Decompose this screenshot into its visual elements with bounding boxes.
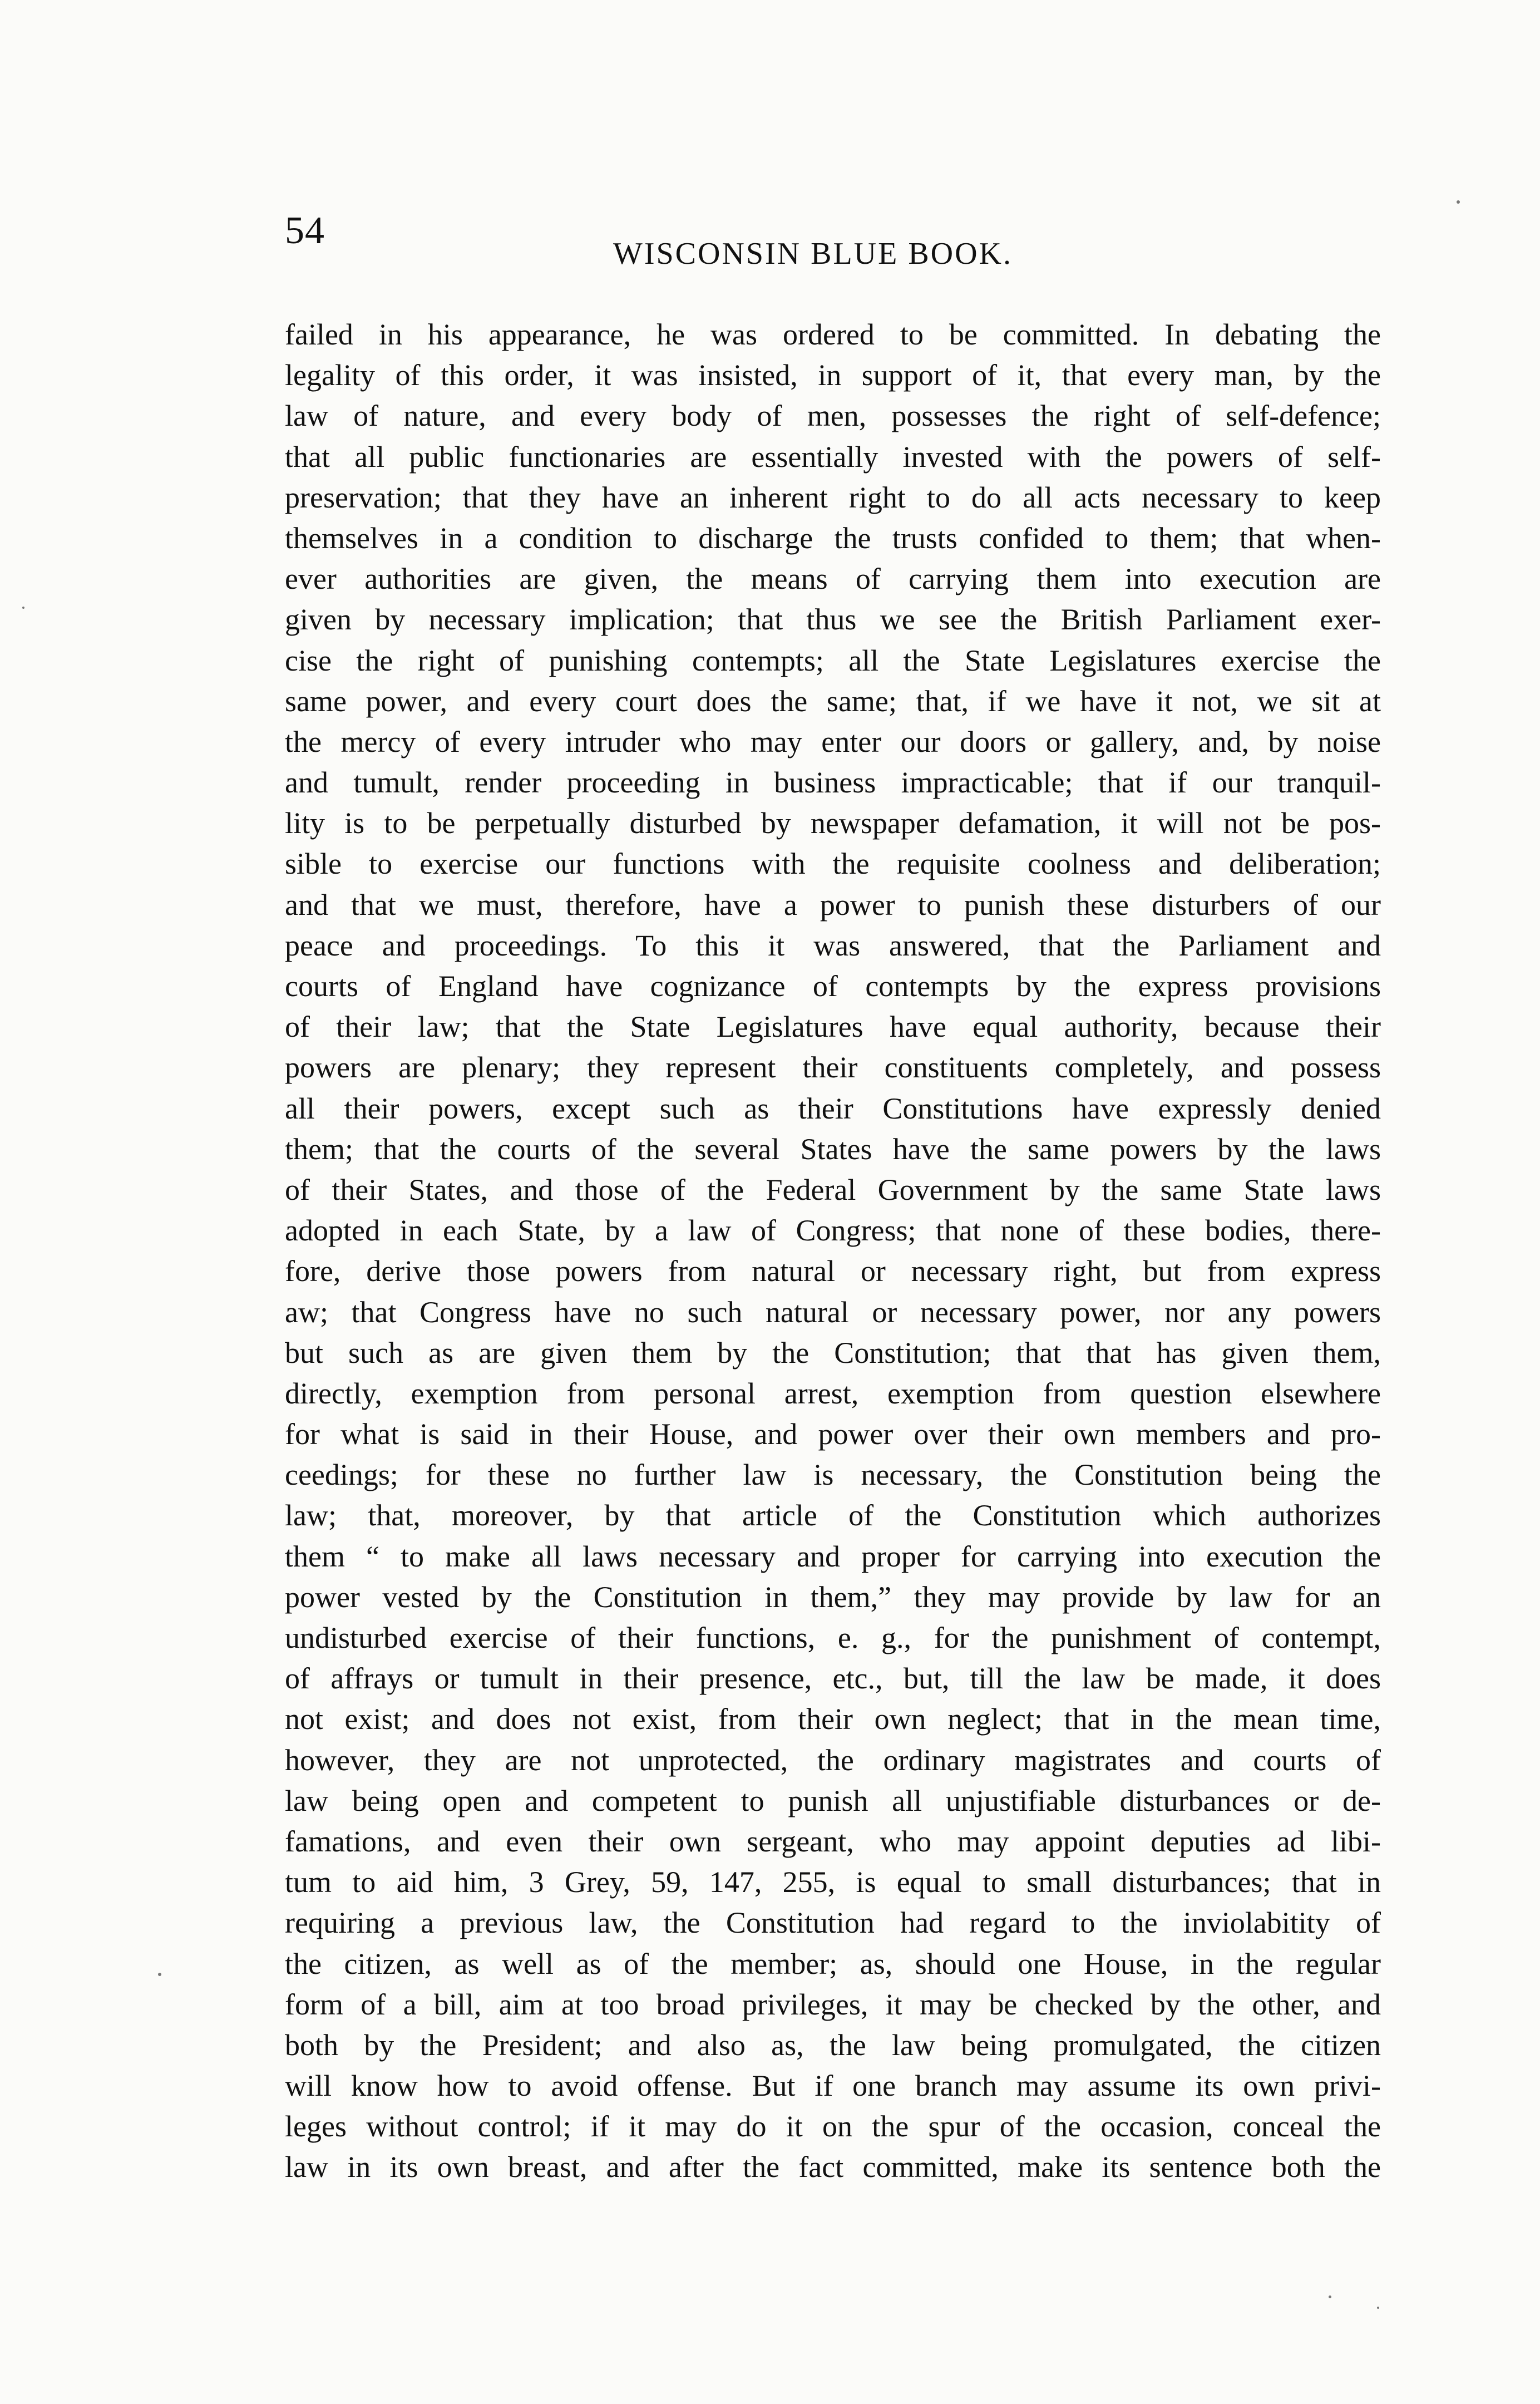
text-line: failed in his appearance, he was ordered to be committed. In debating the xyxy=(285,318,1381,351)
text-line: will know how to avoid offense. But if one branch may assume its own privi- xyxy=(285,2069,1381,2103)
text-line: given by necessary implication; that thus we see the British Parliament exer- xyxy=(285,603,1381,637)
text-line: themselves in a condition to discharge the trusts confided to them; that when- xyxy=(285,521,1381,555)
text-line: adopted in each State, by a law of Congress; that none of these bodies, there- xyxy=(285,1214,1381,1248)
paper-speck xyxy=(22,607,24,609)
text-line: that all public functionaries are essentially invested with the powers of self- xyxy=(285,440,1381,474)
text-line: but such as are given them by the Constitution; that that has given them, xyxy=(285,1336,1381,1370)
text-line: form of a bill, aim at too broad privileges, it may be checked by the other, and xyxy=(285,1987,1381,2021)
text-line: directly, exemption from personal arrest, exemption from question elsewhere xyxy=(285,1376,1381,1410)
text-line: sible to exercise our functions with the requisite coolness and deliberation; xyxy=(285,847,1381,881)
text-line: aw; that Congress have no such natural or necessary power, nor any powers xyxy=(285,1295,1381,1329)
text-line: law being open and competent to punish all unjustifiable disturbances or de- xyxy=(285,1784,1381,1817)
text-line: cise the right of punishing contempts; all the State Legislatures exercise the xyxy=(285,643,1381,677)
text-line: law; that, moreover, by that article of the Constitution which authorizes xyxy=(285,1499,1381,1533)
paper-speck xyxy=(1377,2307,1379,2309)
text-line: and tumult, render proceeding in business impracticable; that if our tranquil- xyxy=(285,766,1381,800)
text-line: requiring a previous law, the Constitution had regard to the inviolabitity of xyxy=(285,1906,1381,1940)
text-line: power vested by the Constitution in them,” they may provide by law for an xyxy=(285,1580,1381,1614)
text-line: powers are plenary; they represent their constituents completely, and possess xyxy=(285,1051,1381,1085)
text-line: undisturbed exercise of their functions, e. g., for the punishment of contempt, xyxy=(285,1621,1381,1654)
text-line: ever authorities are given, the means of carrying them into execution are xyxy=(285,562,1381,596)
text-line: courts of England have cognizance of contempts by the express provisions xyxy=(285,969,1381,1003)
body-text xyxy=(285,314,1381,2188)
page-number: 54 xyxy=(285,209,325,252)
text-line: the mercy of every intruder who may enter our doors or gallery, and, by noise xyxy=(285,725,1381,758)
text-line: legality of this order, it was insisted, in support of it, that every man, by the xyxy=(285,358,1381,392)
text-line: the citizen, as well as of the member; as, should one House, in the regular xyxy=(285,1947,1381,1981)
text-line: and that we must, therefore, have a power to punish these disturbers of our xyxy=(285,888,1381,922)
text-line: law of nature, and every body of men, possesses the right of self-defence; xyxy=(285,399,1381,433)
text-line: of their law; that the State Legislatures have equal authority, because their xyxy=(285,1010,1381,1044)
text-line: preservation; that they have an inherent right to do all acts necessary to keep xyxy=(285,480,1381,514)
paper-speck xyxy=(1329,2295,1331,2298)
text-line: all their powers, except such as their Constitutions have expressly denied xyxy=(285,1091,1381,1125)
paper-speck xyxy=(158,1973,161,1976)
text-line: of affrays or tumult in their presence, etc., but, till the law be made, it does xyxy=(285,1662,1381,1696)
text-line: same power, and every court does the same; that, if we have it not, we sit at xyxy=(285,684,1381,718)
text-line: not exist; and does not exist, from their own neglect; that in the mean time, xyxy=(285,1702,1381,1736)
paper-speck xyxy=(1457,200,1460,204)
text-line: lity is to be perpetually disturbed by newspaper defamation, it will not be pos- xyxy=(285,806,1381,840)
running-title: WISCONSIN BLUE BOOK. xyxy=(613,237,1013,271)
text-line: however, they are not unprotected, the ordinary magistrates and courts of xyxy=(285,1743,1381,1777)
text-line: tum to aid him, 3 Grey, 59, 147, 255, is equal to small disturbances; that in xyxy=(285,1865,1381,1899)
text-line: ceedings; for these no further law is necessary, the Constitution being the xyxy=(285,1458,1381,1492)
text-line: peace and proceedings. To this it was answered, that the Parliament and xyxy=(285,928,1381,962)
text-line: them “ to make all laws necessary and proper for carrying into execution the xyxy=(285,1539,1381,1573)
page-header xyxy=(285,211,1425,278)
text-line: of their States, and those of the Federal Government by the same State laws xyxy=(285,1173,1381,1206)
text-line: fore, derive those powers from natural or necessary right, but from express xyxy=(285,1254,1381,1288)
text-line: both by the President; and also as, the law being promulgated, the citizen xyxy=(285,2028,1381,2062)
text-line: leges without control; if it may do it on the spur of the occasion, conceal the xyxy=(285,2110,1381,2144)
text-line: them; that the courts of the several States have the same powers by the laws xyxy=(285,1132,1381,1166)
text-line: for what is said in their House, and power over their own members and pro- xyxy=(285,1417,1381,1451)
text-line: law in its own breast, and after the fact committed, make its sentence both the xyxy=(285,2150,1381,2184)
text-line: famations, and even their own sergeant, who may appoint deputies ad libi- xyxy=(285,1824,1381,1858)
